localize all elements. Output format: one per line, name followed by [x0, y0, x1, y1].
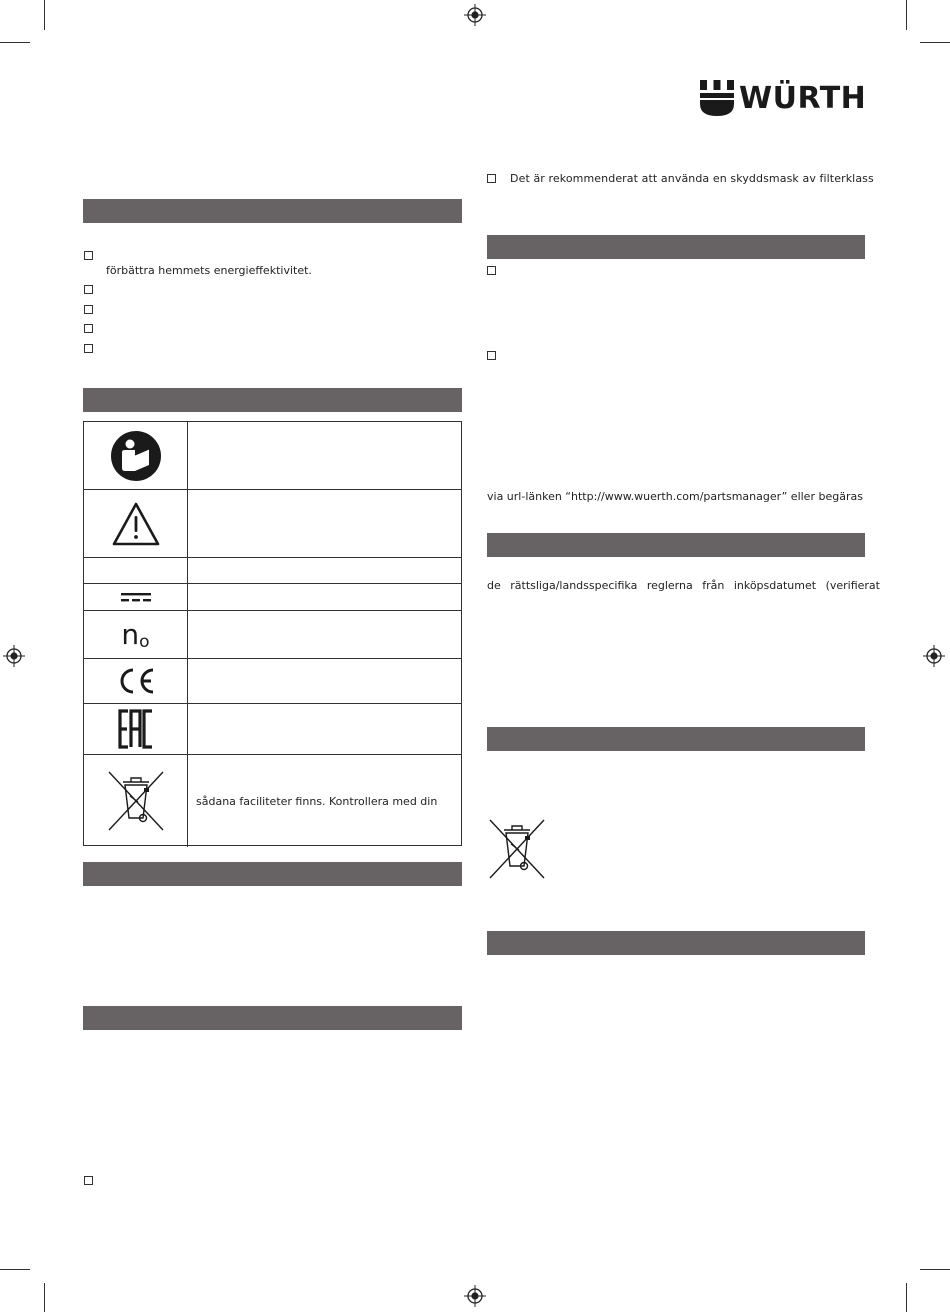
section-header-bar [83, 199, 462, 223]
crop-mark [906, 1283, 907, 1312]
warning-triangle-icon [111, 501, 161, 547]
section-header-bar [487, 235, 865, 259]
registration-mark-icon [3, 645, 25, 667]
checkbox-bullet [487, 266, 496, 275]
eac-mark-icon [118, 709, 154, 749]
symbol-row [84, 583, 461, 610]
bullet-continuation-text: förbättra hemmets energieffektivitet. [106, 264, 312, 277]
section-header-bar [83, 862, 462, 886]
crop-mark [44, 0, 45, 30]
crossed-bin-icon [487, 818, 547, 880]
crop-mark [0, 1269, 30, 1270]
checkbox-bullet [84, 251, 93, 260]
checkbox-bullet [84, 1176, 93, 1185]
checkbox-bullet [487, 174, 496, 183]
checkbox-bullet [84, 324, 93, 333]
symbol-row [84, 754, 461, 847]
symbol-row [84, 610, 461, 658]
wurth-logo-icon [700, 80, 734, 116]
direct-current-icon [121, 591, 151, 603]
registration-mark-icon [464, 1285, 486, 1307]
section-header-bar [487, 931, 865, 955]
checkbox-bullet [84, 305, 93, 314]
brand-name: WÜRTH [739, 81, 867, 116]
checkbox-bullet [84, 285, 93, 294]
symbols-table [83, 421, 462, 846]
section-header-bar [83, 388, 462, 412]
symbol-row [84, 557, 461, 583]
parts-manager-url-text: via url-länken “http://www.wuerth.com/partsmanager” eller begäras [487, 490, 863, 503]
crop-mark [906, 0, 907, 30]
ce-mark-icon [115, 667, 157, 695]
symbol-row [84, 489, 461, 557]
symbol-row [84, 703, 461, 754]
symbol-row [84, 658, 461, 703]
checkbox-bullet [487, 351, 496, 360]
crop-mark [920, 42, 950, 43]
symbol-row [84, 422, 461, 489]
no-load-speed-icon: n o [84, 611, 188, 658]
checkbox-bullet [84, 344, 93, 353]
section-header-bar [487, 727, 865, 751]
crop-mark [44, 1283, 45, 1312]
registration-mark-icon [464, 4, 486, 26]
crop-mark [920, 1269, 950, 1270]
symbol-description: sådana faciliteter finns. Kontrollera med din [196, 795, 438, 808]
section-header-bar [83, 1006, 462, 1030]
crop-mark [0, 42, 30, 43]
read-manual-icon [111, 431, 161, 481]
registration-mark-icon [923, 645, 945, 667]
section-header-bar [487, 533, 865, 557]
crossed-bin-icon [106, 768, 166, 834]
warranty-text: de rättsliga/landsspecifika reglerna från inköpsdatumet (verifierat [487, 579, 880, 592]
bullet-text: Det är rekommenderat att använda en skyddsmask av filterklass [510, 172, 874, 185]
